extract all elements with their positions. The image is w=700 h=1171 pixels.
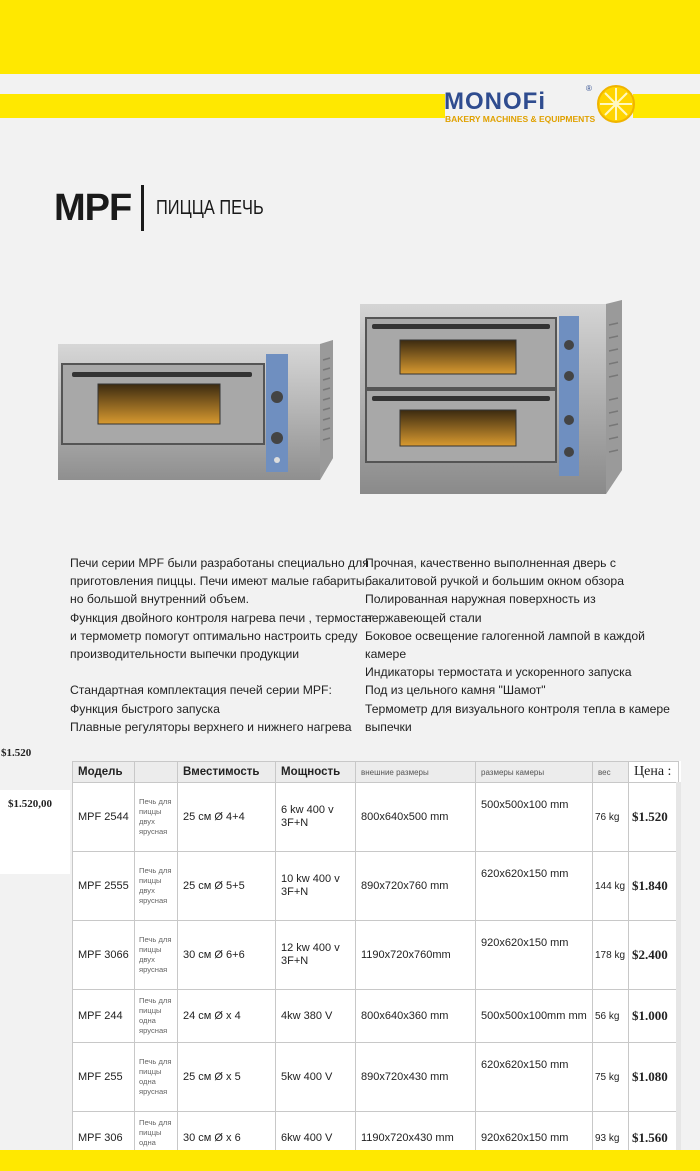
cell-type: Печь для пиццы одна ярусная: [135, 990, 178, 1043]
cell-capacity: 25 см Ø x 5: [178, 1043, 276, 1112]
header-weight: вес: [593, 762, 629, 783]
table-row: [73, 783, 679, 852]
cell-model: MPF 306: [73, 1112, 135, 1165]
cell-price: $1.520: [629, 783, 679, 852]
cell-chamber: 920x620x150 mm: [476, 921, 593, 990]
cell-weight: 75 kg: [593, 1043, 629, 1112]
cell-type: Печь для пиццы одна ярусная: [135, 1043, 178, 1112]
cell-weight: 56 kg: [593, 990, 629, 1043]
cell-model: MPF 2555: [73, 852, 135, 921]
table-row: [73, 921, 679, 990]
table-row: [73, 1043, 679, 1112]
desc-line: Печи серии MPF были разработаны специально для: [70, 556, 369, 570]
cell-power: 5kw 400 V: [276, 1043, 356, 1112]
cell-capacity: 25 см Ø 4+4: [178, 783, 276, 852]
header-power: Мощность: [276, 762, 356, 783]
table-row: [73, 852, 679, 921]
cell-power: 6kw 400 V: [276, 1112, 356, 1165]
cell-model: MPF 255: [73, 1043, 135, 1112]
cell-chamber: 620x620x150 mm: [476, 1043, 593, 1112]
side-price-label: $1.520: [1, 747, 32, 759]
brand-name: MONOFi: [444, 88, 546, 115]
cell-weight: 93 kg: [593, 1112, 629, 1165]
cell-power: 4kw 380 V: [276, 990, 356, 1043]
desc-line: Боковое освещение галогенной лампой в каждой: [365, 628, 645, 643]
header-capacity: Вместимость: [178, 762, 276, 783]
cell-power: 6 kw 400 v 3F+N: [276, 783, 356, 852]
top-yellow-bar: [0, 0, 700, 74]
cell-external: 800x640x500 mm: [356, 783, 476, 852]
desc-line: Плавные регуляторы верхнего и нижнего нагрева: [70, 719, 352, 734]
cell-chamber: 620x620x150 mm: [476, 852, 593, 921]
desc-line: выпечки: [365, 719, 412, 734]
desc-line: камере: [365, 647, 407, 662]
cell-chamber: 920x620x150 mm: [476, 1112, 593, 1165]
cell-price: $1.000: [629, 990, 679, 1043]
cell-weight: 76 kg: [593, 783, 629, 852]
table-header-row: [73, 762, 679, 783]
brand-tagline: BAKERY MACHINES & EQUIPMENTS: [445, 114, 596, 124]
desc-line: бакалитовой ручкой и большим окном обзора: [365, 574, 624, 589]
desc-line: но большой внутренний объем.: [70, 592, 250, 607]
yellow-stripe-left: [0, 94, 445, 118]
side-price-value: $1.520,00: [8, 798, 52, 810]
specs-table: [72, 761, 681, 1165]
desc-line: Прочная, качественно выполненная дверь с: [365, 556, 616, 570]
cell-capacity: 30 см Ø 6+6: [178, 921, 276, 990]
cell-external: 1190x720x760mm: [356, 921, 476, 990]
cell-power: 12 kw 400 v 3F+N: [276, 921, 356, 990]
desc-line: приготовления пиццы. Печи имеют малые габариты,: [70, 574, 369, 589]
cell-weight: 178 kg: [593, 921, 629, 990]
title-sub: ПИЦЦА ПЕЧЬ: [156, 196, 264, 219]
table-row: [73, 990, 679, 1043]
desc-line: Индикаторы термостата и ускоренного запуска: [365, 665, 632, 680]
page-title: [54, 180, 288, 236]
desc-line: производительности выпечки продукции: [70, 647, 300, 662]
desc-line: Термометр для визуального контроля тепла в камере: [365, 701, 670, 716]
desc-line: [70, 663, 373, 681]
cell-capacity: 25 см Ø 5+5: [178, 852, 276, 921]
desc-line: Стандартная комплектация печей серии MPF:: [70, 683, 332, 698]
title-separator: [141, 185, 144, 231]
desc-line: Функция быстрого запуска: [70, 701, 220, 716]
brand-logo: [444, 82, 634, 128]
cell-model: MPF 2544: [73, 783, 135, 852]
cell-price: $2.400: [629, 921, 679, 990]
cell-chamber: 500x500x100mm mm: [476, 990, 593, 1043]
cell-external: 800x640x360 mm: [356, 990, 476, 1043]
cell-weight: 144 kg: [593, 852, 629, 921]
cell-external: 890x720x760 mm: [356, 852, 476, 921]
cell-type: Печь для пиццы двух ярусная: [135, 921, 178, 990]
registered-mark: ®: [586, 84, 592, 93]
desc-line: нержавеющей стали: [365, 610, 482, 625]
description-left: [70, 554, 373, 736]
header-chamber-dimensions: размеры камеры: [476, 762, 593, 783]
description-right: [365, 554, 670, 736]
lemon-slice-icon: [596, 84, 636, 124]
cell-type: Печь для пиццы двух ярусная: [135, 852, 178, 921]
desc-line: и термометр помогут оптимально настроить среду: [70, 628, 358, 643]
yellow-stripe-right: [633, 94, 700, 118]
cell-external: 1190x720x430 mm: [356, 1112, 476, 1165]
header-price: Цена :: [629, 762, 679, 783]
header-type: [135, 762, 178, 783]
cell-capacity: 30 см Ø x 6: [178, 1112, 276, 1165]
cell-model: MPF 244: [73, 990, 135, 1043]
desc-line: Функция двойного контроля нагрева печи , термостат: [70, 610, 374, 625]
cell-price: $1.080: [629, 1043, 679, 1112]
header-model: Модель: [73, 762, 135, 783]
double-deck-oven-image: [360, 300, 622, 496]
cell-power: 10 kw 400 v 3F+N: [276, 852, 356, 921]
title-main: MPF: [54, 186, 132, 229]
cell-type: Печь для пиццы двух ярусная: [135, 783, 178, 852]
single-deck-oven-image: [58, 340, 333, 482]
desc-line: Под из цельного камня "Шамот": [365, 683, 546, 698]
cell-capacity: 24 см Ø x 4: [178, 990, 276, 1043]
cell-price: $1.560: [629, 1112, 679, 1165]
cell-chamber: 500x500x100 mm: [476, 783, 593, 852]
cell-external: 890x720x430 mm: [356, 1043, 476, 1112]
cell-model: MPF 3066: [73, 921, 135, 990]
header-external-dimensions: внешние размеры: [356, 762, 476, 783]
cell-price: $1.840: [629, 852, 679, 921]
bottom-yellow-bar: [0, 1150, 700, 1171]
desc-line: Полированная наружная поверхность из: [365, 592, 596, 607]
cell-type: Печь для пиццы одна: [135, 1112, 178, 1165]
